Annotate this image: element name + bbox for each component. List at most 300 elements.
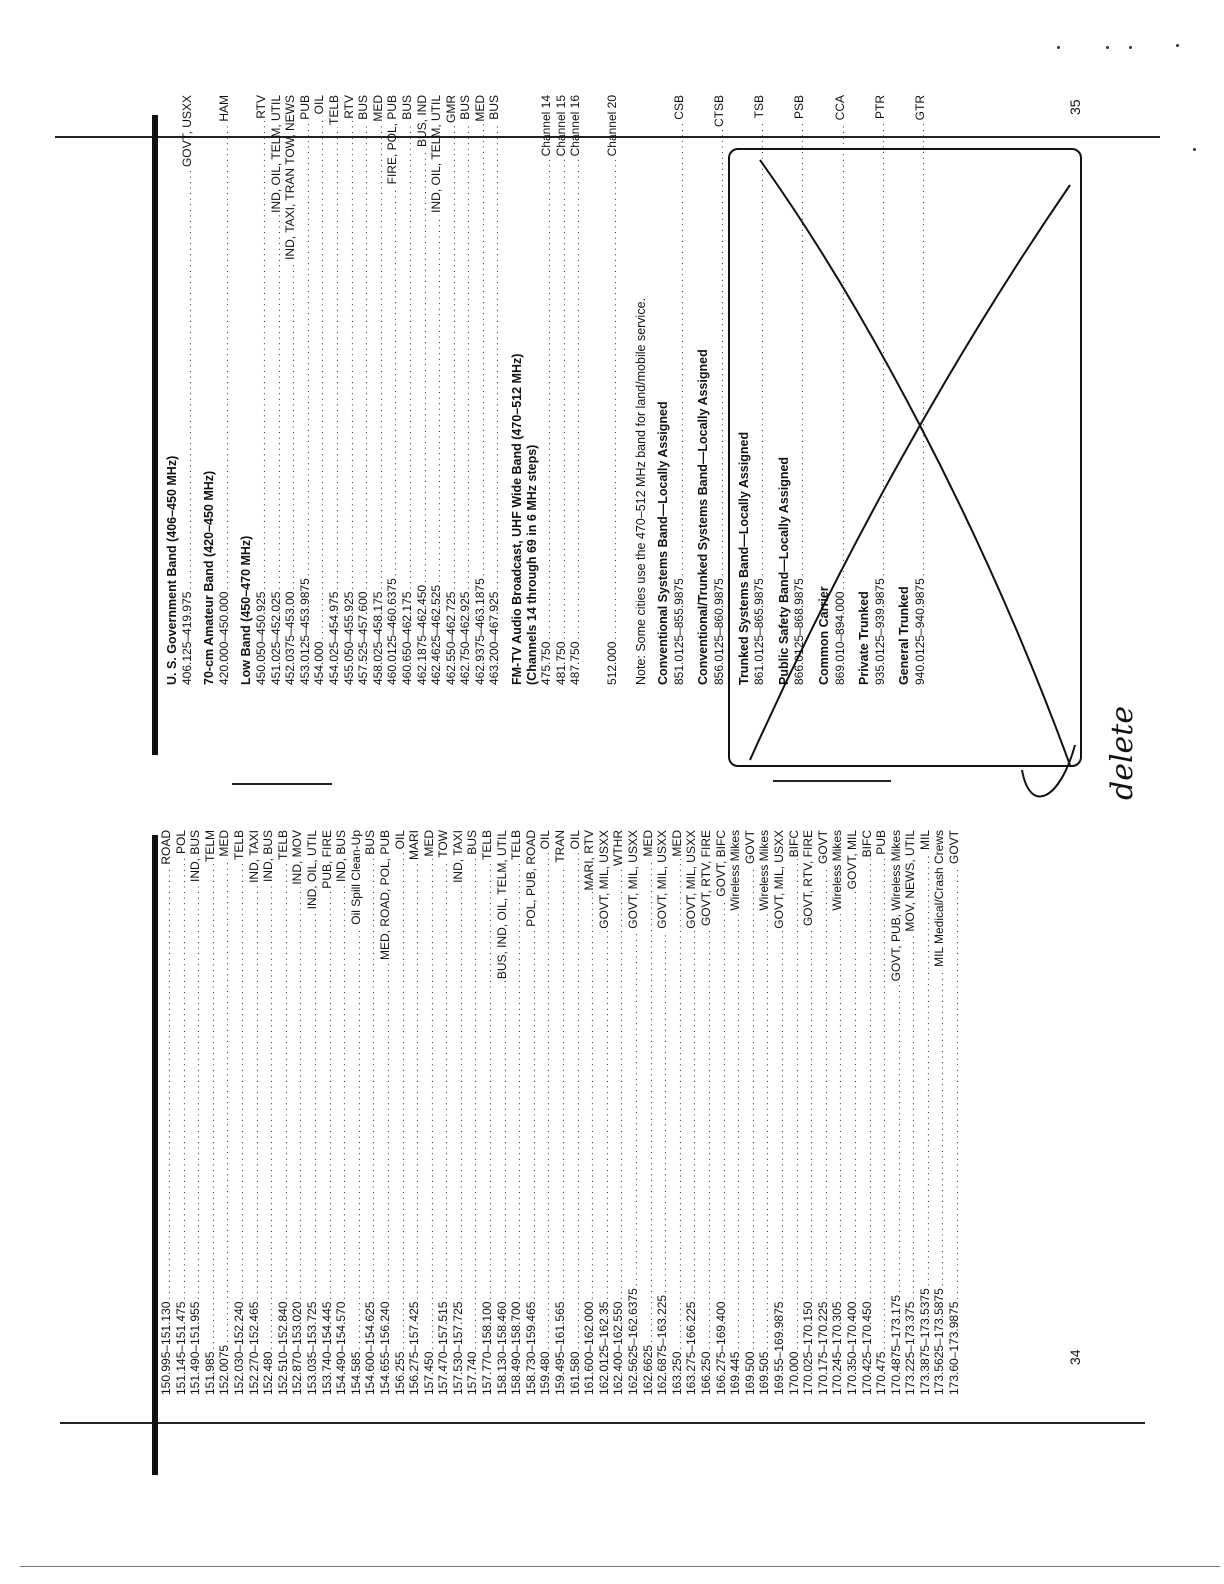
frequency-value: 173.60–173.9875 [947, 1301, 962, 1395]
frequency-row [627, 830, 642, 1395]
service-code: HAM [216, 95, 231, 122]
dot-leader [685, 931, 700, 1300]
frequency-row [270, 95, 285, 685]
frequency-value: 173.5625–173.5875 [932, 1288, 947, 1395]
frequency-row [788, 830, 803, 1395]
service-code: OIL [538, 830, 553, 850]
dot-leader [277, 862, 292, 1300]
frequency-row [488, 95, 503, 685]
frequency-value: 162.0125–162.35 [596, 1301, 611, 1395]
frequency-row [948, 830, 963, 1395]
service-code: RTV [253, 95, 268, 119]
section-title: U. S. Government Band (406–450 MHz) [165, 455, 179, 685]
dot-leader [299, 122, 314, 577]
service-code: GMR [443, 95, 458, 123]
frequency-value: 159.480 [538, 1351, 553, 1395]
frequency-row [817, 830, 832, 1395]
dot-leader [357, 122, 372, 590]
service-code: Wireless Mikes [757, 830, 772, 911]
frequency-value: 166.250 [698, 1351, 713, 1395]
dot-leader [262, 884, 277, 1350]
frequency-value: 154.490–154.570 [334, 1301, 349, 1395]
frequency-row [642, 830, 657, 1395]
frequency-row [554, 830, 569, 1395]
service-code: IND, MOV [290, 830, 305, 885]
section-title: Trunked Systems Band—Locally Assigned [736, 431, 751, 685]
page-number: 34 [1067, 1349, 1083, 1365]
frequency-value: 454.025–454.975 [326, 591, 341, 685]
service-code: IND, BUS [334, 830, 349, 883]
service-code: POL, PUB, ROAD [523, 830, 538, 927]
frequency-value: 157.770–158.100 [480, 1301, 495, 1395]
service-code: GOVT, MIL, USXX [684, 830, 699, 929]
frequency-value: 856.0125–860.9875 [712, 578, 726, 685]
frequency-row [255, 95, 270, 685]
service-code: WTHR [611, 830, 626, 866]
frequency-value: 451.025–452.025 [268, 591, 283, 685]
frequency-row [343, 95, 358, 685]
dot-leader [291, 887, 306, 1300]
section-title: General Trunked [897, 586, 912, 685]
frequency-row [386, 95, 401, 685]
service-code: TELB [231, 830, 246, 861]
dot-leader [350, 927, 365, 1350]
frequency-row [160, 830, 175, 1395]
service-code: MED [370, 95, 385, 122]
service-code: Channel 15 [553, 95, 568, 157]
spacer [584, 95, 606, 685]
service-code: GOVT [947, 830, 962, 865]
frequency-value: 458.025–458.175 [370, 591, 385, 685]
frequency-row [284, 95, 299, 685]
frequency-value: 152.030–152.240 [231, 1301, 246, 1395]
service-code: PUB, FIRE [319, 830, 334, 889]
dot-leader [160, 867, 175, 1300]
frequency-row [313, 95, 328, 685]
page-edge-rule [20, 1566, 1220, 1567]
frequency-row [831, 830, 846, 1395]
dot-leader [817, 866, 832, 1300]
service-code: BUS [465, 830, 480, 855]
scan-speck [1193, 148, 1196, 151]
frequency-row [729, 830, 744, 1395]
dot-leader [204, 864, 219, 1350]
service-code: GOVT, PUB, Wireless Mikes [888, 830, 903, 982]
frequency-value: 452.0375–453.00 [283, 591, 298, 685]
service-code: BIFC [786, 830, 801, 858]
dot-leader [904, 934, 919, 1300]
frequency-row [335, 830, 350, 1395]
dot-leader [890, 983, 905, 1293]
frequency-row [673, 95, 688, 685]
service-code: TELM [202, 830, 217, 863]
frequency-value: 169.500 [742, 1351, 757, 1395]
section-title: 70-cm Amateur Band (420–450 MHz) [202, 470, 217, 685]
dot-leader [606, 158, 621, 639]
service-code: IND, OIL, TELM, UTIL [268, 95, 283, 213]
frequency-row [525, 830, 540, 1395]
dot-leader [423, 859, 438, 1350]
frequency-row [430, 95, 445, 685]
frequency-row [379, 830, 394, 1395]
frequency-row [466, 830, 481, 1395]
frequency-row [510, 830, 525, 1395]
frequency-value: 460.0125–460.6375 [385, 578, 400, 685]
dot-leader [248, 885, 263, 1300]
service-code: CSB [671, 95, 686, 120]
service-code: Wireless Mikes [830, 830, 845, 911]
service-code: FIRE, POL, PUB [385, 95, 400, 185]
frequency-value: 170.175–170.225 [815, 1301, 830, 1395]
service-code: MIL [917, 830, 932, 851]
frequency-row [218, 95, 233, 685]
dot-leader [540, 158, 555, 639]
service-code: GOVT, USXX [179, 95, 194, 168]
header-bar [152, 835, 158, 1475]
scan-speck [1106, 46, 1109, 49]
section-title: Conventional/Trunked Systems Band—Locally Assigned [696, 349, 711, 685]
dot-leader [313, 116, 328, 639]
service-code: BUS [487, 95, 502, 120]
dot-leader [408, 862, 423, 1300]
frequency-value: 156.275–157.425 [407, 1301, 422, 1395]
dot-leader [401, 122, 416, 590]
service-code: MIL Medical/Crash Crews [932, 830, 947, 967]
frequency-row [861, 830, 876, 1395]
frequency-value: 170.000 [786, 1351, 801, 1395]
frequency-row [802, 830, 817, 1395]
frequency-value: 169.505 [757, 1351, 772, 1395]
frequency-value: 156.255 [392, 1351, 407, 1395]
frequency-value: 861.0125–865.9875 [752, 578, 767, 685]
frequency-row [189, 830, 204, 1395]
frequency-value: 151.490–151.955 [188, 1301, 203, 1395]
dot-leader [627, 931, 642, 1287]
service-code: Wireless Mikes [728, 830, 743, 911]
frequency-row [875, 830, 890, 1395]
dot-leader [744, 866, 759, 1350]
dot-leader [700, 928, 715, 1350]
frequency-value: 869.010–894.000 [832, 591, 847, 685]
frequency-value: 170.425–170.450 [859, 1301, 874, 1395]
frequency-value: 940.0125–940.9875 [912, 578, 927, 685]
dot-leader [831, 913, 846, 1300]
section-subtitle: (Channels 14 through 69 in 6 MHz steps) [524, 444, 539, 685]
frequency-value: 157.740 [465, 1351, 480, 1395]
frequency-row [445, 95, 460, 685]
band-note: Note: Some cities use the 470–512 MHz band for land/mobile service. [633, 297, 648, 685]
scan-speck [1057, 46, 1060, 49]
service-code: TSB [752, 95, 767, 119]
frequency-row [606, 95, 621, 685]
dot-leader [713, 129, 728, 576]
service-code: GOVT, RTV, FIRE [698, 830, 713, 927]
service-code: Channel 14 [539, 95, 554, 157]
dot-leader [459, 122, 474, 590]
service-code: GOVT, MIL, USXX [771, 830, 786, 929]
frequency-value: 163.250 [669, 1351, 684, 1395]
frequency-value: 157.530–157.725 [450, 1301, 465, 1395]
dot-leader [758, 913, 773, 1350]
dot-leader [948, 866, 963, 1300]
frequency-row [846, 830, 861, 1395]
frequency-row [175, 830, 190, 1395]
frequency-row [277, 830, 292, 1395]
frequency-value: 152.510–152.840 [275, 1301, 290, 1395]
frequency-row [416, 95, 431, 685]
handwritten-delete: delete [1105, 705, 1140, 800]
frequency-value: 462.9375–463.1875 [472, 578, 487, 685]
service-code: IND, BUS [261, 830, 276, 883]
dot-leader [306, 911, 321, 1299]
dot-leader [671, 859, 686, 1350]
dot-leader [270, 215, 285, 590]
dot-leader [642, 859, 657, 1343]
frequency-row [299, 95, 314, 685]
dot-leader [933, 969, 948, 1286]
dot-leader [218, 859, 233, 1343]
service-code: BUS, IND, OIL, TELM, UTIL [494, 830, 509, 980]
service-code: CTSB [712, 95, 726, 128]
frequency-row [496, 830, 511, 1395]
frequency-row [204, 830, 219, 1395]
service-code: MED [472, 95, 487, 122]
frequency-value: 454.000 [312, 641, 327, 685]
frequency-value: 170.025–170.150 [801, 1301, 816, 1395]
frequency-value: 157.470–157.515 [436, 1301, 451, 1395]
dot-leader [233, 862, 248, 1300]
frequency-value: 512.000 [605, 641, 620, 685]
dot-leader [416, 149, 431, 583]
frequency-row [656, 830, 671, 1395]
dot-leader [321, 891, 336, 1300]
frequency-list [160, 830, 963, 1395]
service-code: MED [640, 830, 655, 857]
dot-leader [846, 891, 861, 1299]
service-code: TELB [275, 830, 290, 861]
frequency-value: 151.145–151.475 [173, 1301, 188, 1395]
frequency-row [758, 830, 773, 1395]
frequency-value: 154.655–156.240 [377, 1301, 392, 1395]
dot-leader [379, 962, 394, 1300]
service-code: MARI, RTV [582, 830, 597, 891]
dot-leader [773, 931, 788, 1300]
frequency-row [350, 830, 365, 1395]
service-code: BUS [356, 95, 371, 120]
frequency-value: 406.125–419.975 [179, 591, 194, 685]
dot-leader [372, 124, 387, 590]
frequency-row [598, 830, 613, 1395]
frequency-row [890, 830, 905, 1395]
frequency-row [262, 830, 277, 1395]
frequency-row [408, 830, 423, 1395]
service-code: GOVT [815, 830, 830, 865]
frequency-value: 866.0125–868.9875 [792, 578, 807, 685]
frequency-value: 173.3875–173.5375 [917, 1288, 932, 1395]
frequency-value: 158.130–158.460 [494, 1301, 509, 1395]
service-code: Channel 20 [605, 95, 620, 157]
page-number: 35 [1067, 99, 1083, 115]
frequency-value: 159.495–161.565 [553, 1301, 568, 1395]
frequency-value: 153.035–153.725 [304, 1301, 319, 1395]
frequency-row [372, 95, 387, 685]
frequency-value: 150.995–151.130 [159, 1301, 173, 1395]
frequency-value: 154.600–154.625 [363, 1301, 378, 1395]
frequency-value: 161.600–162.000 [582, 1301, 597, 1395]
frequency-value: 462.550–462.725 [443, 591, 458, 685]
frequency-value: 462.4625–462.525 [429, 584, 444, 685]
dot-leader [539, 851, 554, 1349]
frequency-row [481, 830, 496, 1395]
dot-leader [364, 857, 379, 1300]
service-code: GOVT, RTV, FIRE [801, 830, 816, 927]
page-34 [132, 795, 1132, 1515]
section-title: Private Trunked [857, 591, 872, 685]
section-title: FM-TV Audio Broadcast, UHF Wide Band (470–512 MHz) [510, 353, 525, 685]
frequency-row [291, 830, 306, 1395]
dot-leader [343, 121, 358, 590]
dot-leader [598, 931, 613, 1300]
frequency-value: 162.6625 [640, 1344, 655, 1395]
dot-leader [673, 122, 688, 577]
service-code: BUS [458, 95, 473, 120]
dot-leader [189, 884, 204, 1300]
dot-leader [481, 862, 496, 1300]
frequency-row [715, 830, 730, 1395]
frequency-row [394, 830, 409, 1395]
frequency-value: 166.275–169.400 [713, 1301, 728, 1395]
dot-leader [802, 928, 817, 1300]
frequency-row [437, 830, 452, 1395]
service-code: Oil Spill Clean-Up [348, 830, 363, 925]
frequency-value: 463.200–467.925 [487, 591, 502, 685]
service-code: IND, TAXI [246, 830, 261, 883]
dot-leader [656, 931, 671, 1293]
service-code: TELB [509, 830, 524, 861]
frequency-row [555, 95, 570, 685]
dot-leader [569, 851, 584, 1349]
frequency-value: 162.5625–162.6375 [626, 1288, 640, 1395]
service-code: MED [669, 830, 684, 857]
dot-leader [554, 865, 569, 1300]
service-code: MOV, NEWS, UTIL [903, 830, 918, 932]
frequency-value: 487.750 [568, 641, 583, 685]
service-code: IND, OIL, UTIL [304, 830, 319, 910]
frequency-value: 173.225–173.375 [903, 1301, 918, 1395]
frequency-value: 481.750 [553, 641, 568, 685]
service-code: RTV [341, 95, 356, 119]
frequency-value: 170.475 [874, 1351, 889, 1395]
service-code: OIL [392, 830, 407, 850]
dot-leader [218, 124, 233, 590]
dot-leader [255, 121, 270, 590]
frequency-value: 462.1875–462.450 [414, 584, 429, 685]
service-code: BUS [363, 830, 378, 855]
frequency-value: 169.55–169.9875 [771, 1301, 786, 1395]
frequency-value: 162.6875–163.225 [655, 1294, 670, 1395]
frequency-row [452, 830, 467, 1395]
dot-leader [583, 892, 598, 1299]
scan-speck [1129, 46, 1132, 49]
dot-leader [612, 868, 627, 1300]
section-title: Conventional Systems Band—Locally Assigned [656, 401, 671, 685]
service-code: GOVT, MIL [844, 830, 859, 890]
service-code: BIFC [859, 830, 874, 858]
service-code: PUB [874, 830, 889, 855]
dot-leader [386, 186, 401, 576]
frequency-row [233, 830, 248, 1395]
frequency-value: 420.000–450.000 [216, 591, 231, 685]
frequency-value: 935.0125–939.9875 [872, 578, 887, 685]
frequency-value: 154.585 [348, 1351, 363, 1395]
frequency-value: 475.750 [539, 641, 554, 685]
service-code: BUS [399, 95, 414, 120]
frequency-value: 450.050–450.925 [253, 591, 268, 685]
dot-leader [394, 851, 409, 1349]
frequency-value: 158.490–158.700 [509, 1301, 524, 1395]
frequency-row [423, 830, 438, 1395]
frequency-row [919, 830, 934, 1395]
dot-leader [525, 929, 540, 1300]
frequency-value: 163.275–166.225 [684, 1301, 699, 1395]
service-code: OIL [567, 830, 582, 850]
dot-leader [445, 125, 460, 590]
frequency-row [248, 830, 263, 1395]
dot-leader [715, 899, 730, 1300]
frequency-value: 457.525–457.600 [356, 591, 371, 685]
service-code: MED, ROAD, POL, PUB [377, 830, 392, 961]
dot-leader [729, 913, 744, 1350]
frequency-row [933, 830, 948, 1395]
service-code: TOW [436, 830, 451, 858]
frequency-row [357, 95, 372, 685]
service-code: OIL [312, 95, 327, 115]
section-title: Common Carrier [816, 586, 831, 685]
dot-leader [466, 857, 481, 1350]
service-code: MED [217, 830, 232, 857]
frequency-value: 152.0075 [217, 1344, 232, 1395]
frequency-row [569, 95, 584, 685]
frequency-row [713, 95, 728, 685]
service-code: GOVT, MIL, USXX [626, 830, 640, 929]
service-code: GOVT, BIFC [713, 830, 728, 897]
service-code: IND, BUS [188, 830, 203, 883]
dot-leader [919, 852, 934, 1286]
service-code: ROAD [159, 830, 173, 865]
dot-leader [335, 884, 350, 1300]
dot-leader [437, 860, 452, 1300]
service-code: BUS, IND [414, 95, 429, 148]
frequency-row [328, 95, 343, 685]
frequency-value: 170.245–170.305 [830, 1301, 845, 1395]
frequency-value: 157.450 [421, 1351, 436, 1395]
service-code: PTR [872, 95, 887, 119]
service-code: GOVT, MIL, USXX [596, 830, 611, 929]
dot-leader [284, 262, 299, 590]
handwritten-box [728, 148, 1082, 767]
frequency-row [539, 830, 554, 1395]
frequency-row [904, 830, 919, 1395]
service-code: Channel 16 [568, 95, 583, 157]
frequency-row [583, 830, 598, 1395]
service-code: TELB [326, 95, 341, 126]
frequency-value: 161.580 [567, 1351, 582, 1395]
service-code: PSB [792, 95, 807, 120]
frequency-value: 151.985 [202, 1351, 217, 1395]
service-code: PUB [297, 95, 312, 120]
dot-leader [569, 158, 584, 639]
frequency-value: 453.0125–453.9875 [297, 578, 312, 685]
